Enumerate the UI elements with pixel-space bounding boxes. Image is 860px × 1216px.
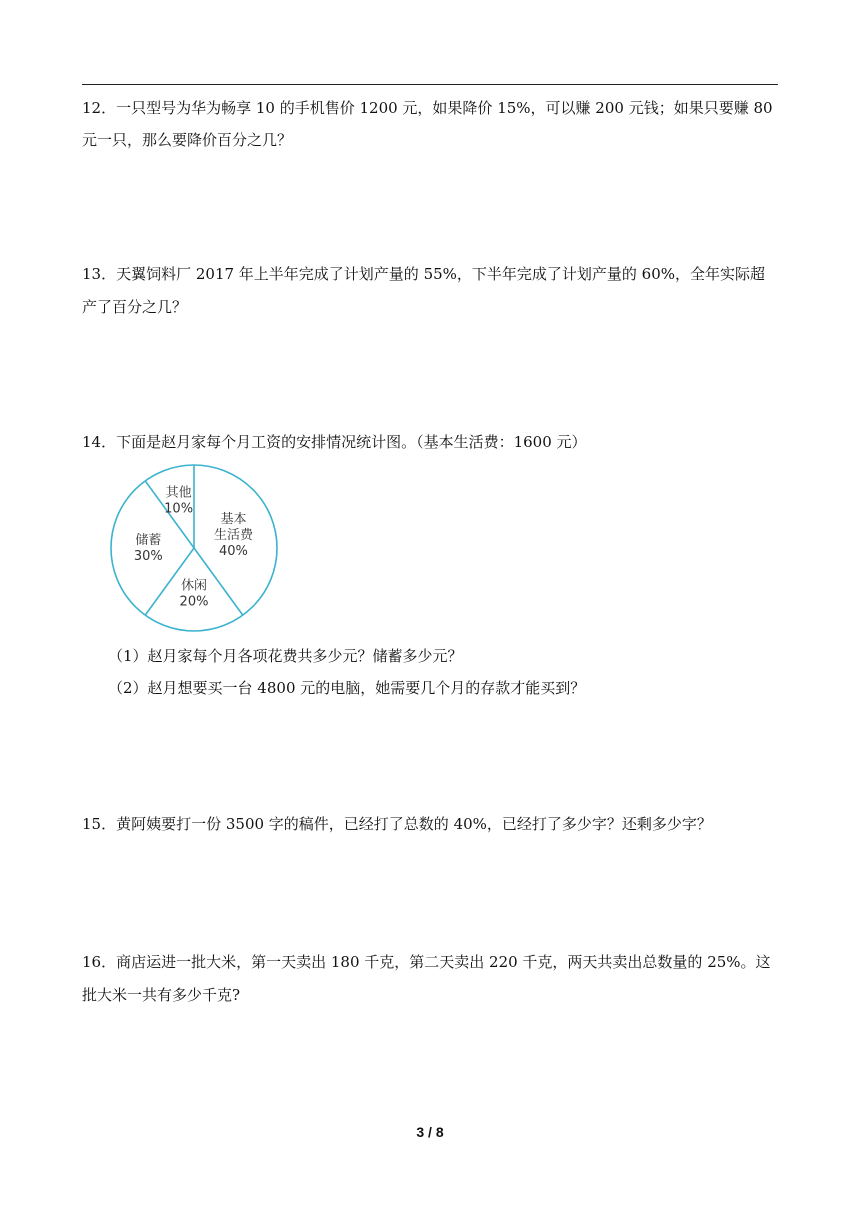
pie-slice-label: 休闲 (180, 578, 208, 594)
header-rule (82, 84, 778, 85)
question-13-line-2: 产了百分之几？ (82, 298, 188, 316)
question-16-line-1: 16．商店运进一批大米，第一天卖出 180 千克，第二天卖出 220 千克，两天共卖出总数量的 25%。这 (82, 953, 771, 971)
pie-slice-label: 生活费 (213, 528, 253, 544)
pie-slice-label: 储蓄 (135, 533, 162, 548)
question-13-line-1: 13．天翼饲料厂 2017 年上半年完成了计划产量的 55%，下半年完成了计划产量的 60%，全年实际超 (82, 265, 766, 283)
question-12-line-1: 12．一只型号为华为畅享 10 的手机售价 1200 元，如果降价 15%，可以赚 200 元钱；如果只要赚 80 (82, 99, 773, 117)
pie-slice-value: 20% (179, 594, 209, 610)
pie-slice-value: 40% (219, 544, 248, 560)
pie-slice-label: 基本 (220, 512, 247, 528)
question-14-sub-1: （1）赵月家每个月各项花费共多少元？储蓄多少元？ (108, 647, 463, 665)
pie-chart (106, 460, 282, 636)
page-number: 3 / 8 (416, 1124, 444, 1140)
pie-slice-value: 10% (164, 501, 194, 517)
question-14-line-1: 14．下面是赵月家每个月工资的安排情况统计图。（基本生活费：1600 元） (82, 433, 587, 451)
pie-slice-label: 其他 (165, 485, 192, 501)
pie-slice-value: 30% (133, 549, 163, 564)
question-14-sub-2: （2）赵月想要买一台 4800 元的电脑，她需要几个月的存款才能买到？ (108, 679, 586, 697)
question-16-line-2: 批大米一共有多少千克? (82, 986, 241, 1004)
question-12-line-2: 元一只，那么要降价百分之几？ (82, 131, 293, 149)
question-15-line-1: 15．黄阿姨要打一份 3500 字的稿件，已经打了总数的 40%，已经打了多少字？还剩多少字？ (82, 815, 712, 833)
